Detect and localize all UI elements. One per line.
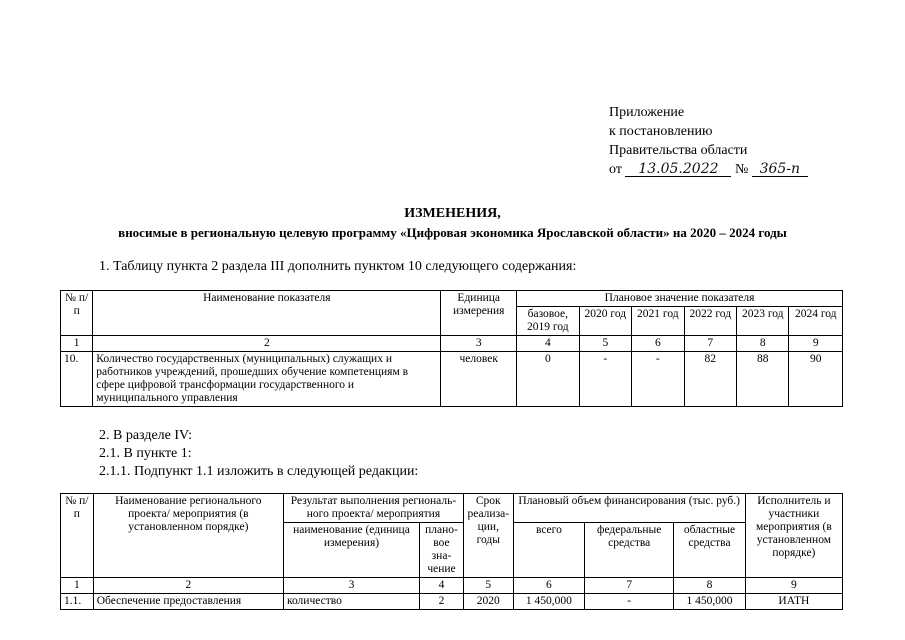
col-number: 5 <box>463 578 513 594</box>
row-value-2022: 82 <box>684 352 736 407</box>
t2-header-fin-federal: федеральные средства <box>585 523 674 578</box>
document-subtitle: вносимые в региональную целевую программу «Цифровая экономика Ярославской области» на 2020 – 2024 годы <box>118 225 787 240</box>
t1-header-num: № п/п <box>61 291 93 336</box>
row-name: Количество государственных (муниципальных) служащих и работников учреждений, прошедших обучение компетенциям в сфере цифровой трансформации государственного и муниципального управления <box>93 352 441 407</box>
from-label: от <box>609 162 622 177</box>
appendix-block <box>609 103 808 179</box>
col-number: 4 <box>517 336 580 352</box>
col-number: 2 <box>93 336 441 352</box>
row-value-2023: 88 <box>737 352 789 407</box>
t1-header-year: 2020 год <box>579 307 631 336</box>
paragraph-3: 2.1. В пункте 1: <box>99 446 192 461</box>
row-result-name: количество <box>283 594 419 610</box>
row-fin-federal: - <box>585 594 674 610</box>
col-number: 9 <box>745 578 842 594</box>
t1-header-name: Наименование показателя <box>93 291 441 336</box>
t1-header-year: 2022 год <box>684 307 736 336</box>
t1-header-year: 2024 год <box>789 307 843 336</box>
handwritten-number: 365-п <box>752 162 808 177</box>
t1-header-unit: Единица измерения <box>441 291 517 336</box>
t2-header-result-name: наименование (единица измерения) <box>283 523 419 578</box>
handwritten-date: 13.05.2022 <box>625 162 731 177</box>
t2-header-fin-total: всего <box>513 523 585 578</box>
row-value-2020: - <box>579 352 631 407</box>
col-number: 6 <box>632 336 684 352</box>
row-num: 10. <box>61 352 93 407</box>
number-label: № <box>734 162 749 177</box>
paragraph-4: 2.1.1. Подпункт 1.1 изложить в следующей редакции: <box>99 464 419 479</box>
col-number: 7 <box>684 336 736 352</box>
t2-header-financing: Плановый объем финансирования (тыс. руб.) <box>513 494 745 523</box>
appendix-line-3: Правительства области <box>609 143 748 158</box>
t1-column-numbers-row <box>61 336 843 352</box>
appendix-line-2: к постановлению <box>609 124 713 139</box>
t1-header-year: 2021 год <box>632 307 684 336</box>
paragraph-1: 1. Таблицу пункта 2 раздела III дополнить пунктом 10 следующего содержания: <box>99 259 577 274</box>
row-value-2024: 90 <box>789 352 843 407</box>
row-value-2019: 0 <box>517 352 580 407</box>
col-number: 8 <box>674 578 746 594</box>
t2-header-term: Срок реализа-ции, годы <box>463 494 513 578</box>
t1-header-year: 2023 год <box>737 307 789 336</box>
row-name: Обеспечение предоставления <box>93 594 283 610</box>
row-executor: ИАТН <box>745 594 842 610</box>
appendix-date-line <box>609 160 808 179</box>
t2-header-fin-regional: областные средства <box>674 523 746 578</box>
appendix-line-1: Приложение <box>609 105 685 120</box>
t1-header-plan: Плановое значение показателя <box>517 291 843 307</box>
row-fin-total: 1 450,000 <box>513 594 585 610</box>
col-number: 3 <box>441 336 517 352</box>
row-value-2021: - <box>632 352 684 407</box>
col-number: 7 <box>585 578 674 594</box>
t2-header-executor: Исполнитель и участники мероприятия (в установленном порядке) <box>745 494 842 578</box>
col-number: 2 <box>93 578 283 594</box>
t2-header-num: № п/п <box>61 494 94 578</box>
document-title: ИЗМЕНЕНИЯ, <box>404 206 501 221</box>
paragraph-2: 2. В разделе IV: <box>99 428 192 443</box>
col-number: 4 <box>419 578 463 594</box>
t1-header-year: базовое, 2019 год <box>517 307 580 336</box>
col-number: 1 <box>61 578 94 594</box>
indicators-table <box>60 290 843 407</box>
row-result-plan: 2 <box>419 594 463 610</box>
col-number: 1 <box>61 336 93 352</box>
row-fin-regional: 1 450,000 <box>674 594 746 610</box>
col-number: 8 <box>737 336 789 352</box>
col-number: 3 <box>283 578 419 594</box>
t2-header-name: Наименование регионального проекта/ мероприятия (в установленном порядке) <box>93 494 283 578</box>
t2-header-result-plan: плано-вое зна-чение <box>419 523 463 578</box>
col-number: 9 <box>789 336 843 352</box>
col-number: 6 <box>513 578 585 594</box>
row-term: 2020 <box>463 594 513 610</box>
t2-column-numbers-row <box>61 578 843 594</box>
activities-table <box>60 493 843 610</box>
t2-header-result: Результат выполнения региональ-ного проекта/ мероприятия <box>283 494 463 523</box>
table-row <box>61 352 843 407</box>
table-row <box>61 594 843 610</box>
col-number: 5 <box>579 336 631 352</box>
row-unit: человек <box>441 352 517 407</box>
row-num: 1.1. <box>61 594 94 610</box>
